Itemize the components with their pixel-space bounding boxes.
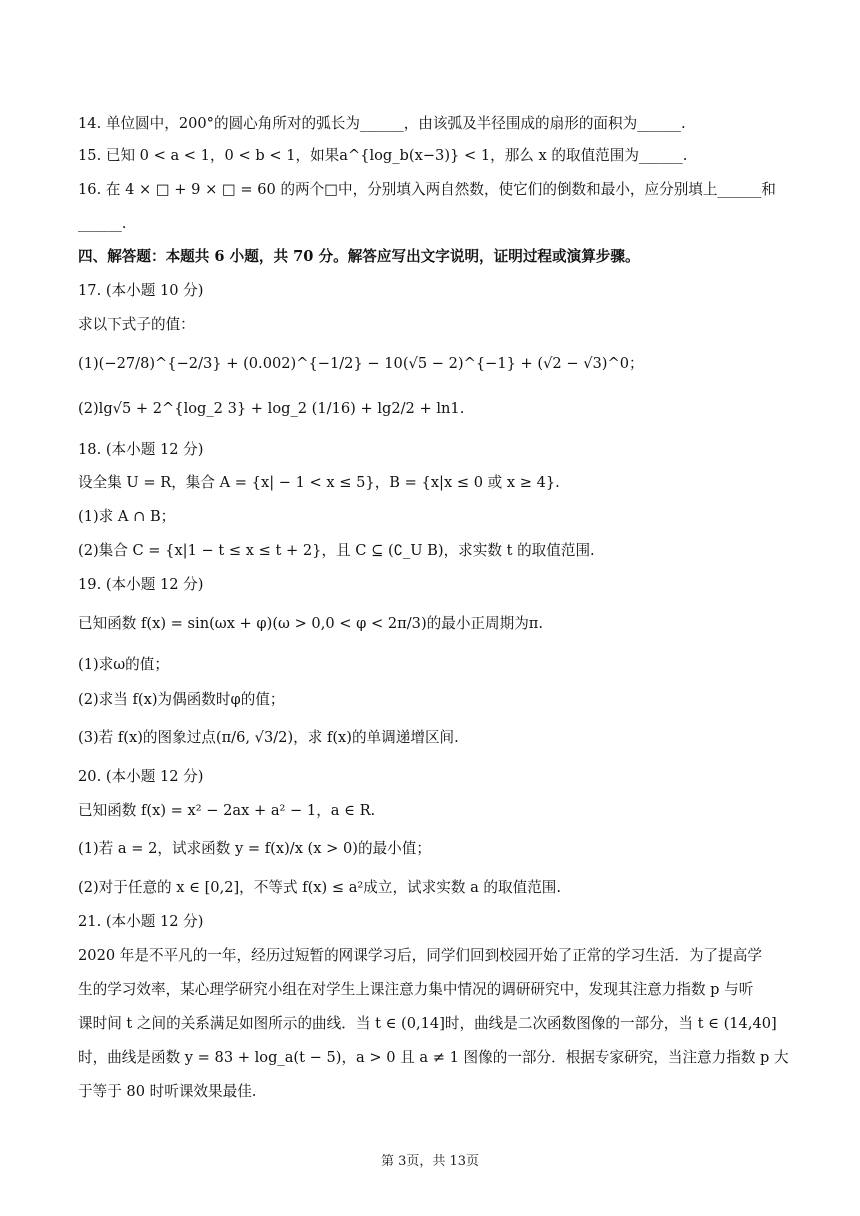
- question-17-header: 17. (本小题 10 分): [78, 282, 204, 299]
- question-21-header: 21. (本小题 12 分): [78, 913, 204, 930]
- question-21-paragraph-line2: 生的学习效率，某心理学研究小组在对学生上课注意力集中情况的调研研究中，发现其注意力指数 p 与听: [78, 981, 754, 998]
- question-17-intro: 求以下式子的值：: [78, 316, 195, 333]
- question-18-header: 18. (本小题 12 分): [78, 441, 204, 458]
- question-14: 14. 单位圆中，200°的圆心角所对的弧长为______，由该弧及半径围成的扇形的面积为______.: [78, 115, 686, 132]
- page-number-footer: 第 3页，共 13页: [380, 1154, 480, 1169]
- question-16-line2: ______.: [78, 215, 127, 232]
- question-17-part1: (1)(−27/8)^{−2/3} + (0.002)^{−1/2} − 10(√5 − 2)^{−1} + (√2 − √3)^0；: [78, 355, 644, 372]
- question-21-paragraph-line1: 2020 年是不平凡的一年，经历过短暂的网课学习后，同学们回到校园开始了正常的学习生活．为了提高学: [78, 947, 762, 964]
- question-21-paragraph-line5: 于等于 80 时听课效果最佳.: [78, 1083, 257, 1100]
- question-18-intro: 设全集 U = R，集合 A = {x| − 1 < x ≤ 5}，B = {x|x ≤ 0 或 x ≥ 4}.: [78, 474, 560, 491]
- question-21-paragraph-line3: 课时间 t 之间的关系满足如图所示的曲线．当 t ∈ (0,14]时，曲线是二次函数图像的一部分，当 t ∈ (14,40]: [78, 1015, 777, 1032]
- question-17-part2: (2)lg√5 + 2^{log_2 3} + log_2 (1/16) + lg2/2 + ln1.: [78, 400, 465, 417]
- question-15: 15. 已知 0 < a < 1，0 < b < 1，如果a^{log_b(x−3)} < 1，那么 x 的取值范围为______.: [78, 147, 688, 164]
- question-19-header: 19. (本小题 12 分): [78, 576, 204, 593]
- question-19-intro: 已知函数 f(x) = sin(ωx + φ)(ω > 0,0 < φ < 2π/3)的最小正周期为π.: [78, 615, 544, 632]
- question-20-intro: 已知函数 f(x) = x² − 2ax + a² − 1，a ∈ R.: [78, 802, 376, 819]
- question-19-part1: (1)求ω的值；: [78, 656, 169, 673]
- question-18-part2: (2)集合 C = {x|1 − t ≤ x ≤ t + 2}，且 C ⊆ (∁_U B)，求实数 t 的取值范围.: [78, 542, 595, 559]
- question-20-header: 20. (本小题 12 分): [78, 768, 204, 785]
- question-20-part2: (2)对于任意的 x ∈ [0,2]，不等式 f(x) ≤ a²成立，试求实数 a 的取值范围.: [78, 879, 562, 896]
- question-21-paragraph-line4: 时，曲线是函数 y = 83 + log_a(t − 5)，a > 0 且 a ≠ 1 图像的一部分．根据专家研究，当注意力指数 p 大: [78, 1049, 789, 1066]
- question-19-part3: (3)若 f(x)的图象过点(π/6, √3/2)，求 f(x)的单调递增区间.: [78, 729, 459, 746]
- question-20-part1: (1)若 a = 2，试求函数 y = f(x)/x (x > 0)的最小值；: [78, 840, 431, 857]
- question-18-part1: (1)求 A ∩ B；: [78, 508, 176, 525]
- question-16-line1: 16. 在 4 × □ + 9 × □ = 60 的两个□中，分别填入两自然数，使它们的倒数和最小，应分别填上______和: [78, 181, 776, 198]
- section-heading-answers: 四、解答题：本题共 6 小题，共 70 分。解答应写出文字说明，证明过程或演算步骤。: [78, 248, 640, 265]
- question-19-part2: (2)求当 f(x)为偶函数时φ的值；: [78, 691, 285, 708]
